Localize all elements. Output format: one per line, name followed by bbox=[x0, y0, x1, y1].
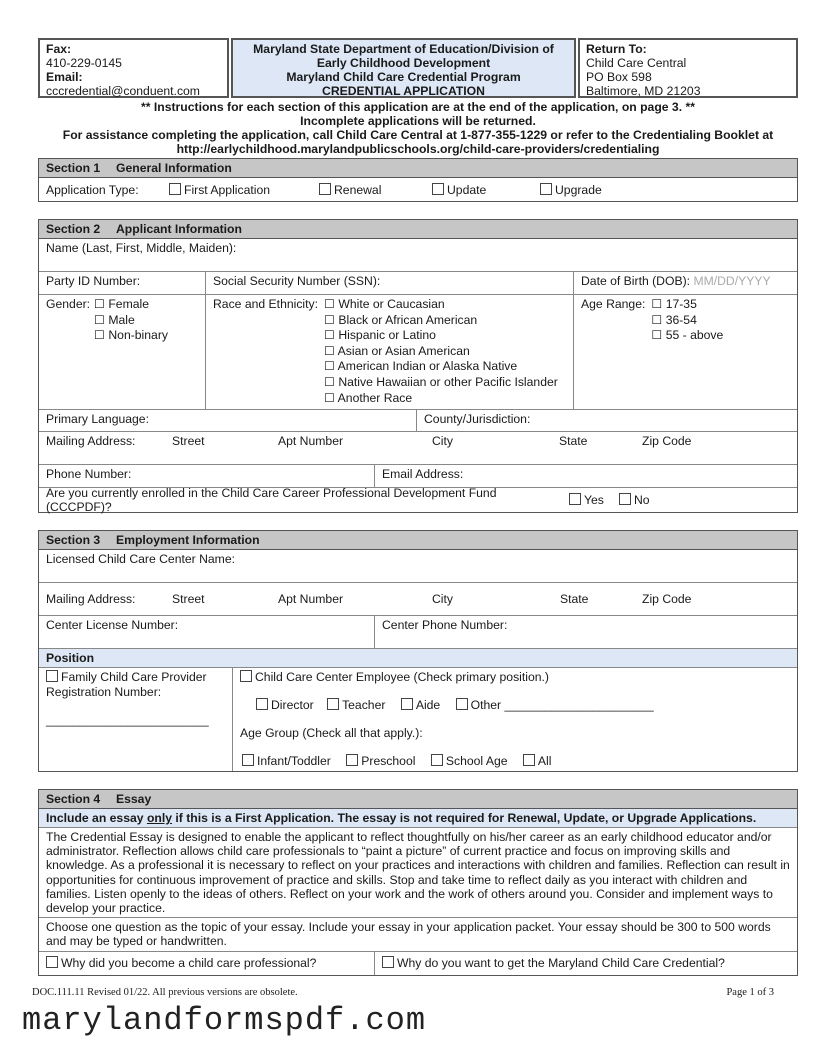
center-name-field[interactable] bbox=[39, 550, 797, 583]
title-line: CREDENTIAL APPLICATION bbox=[322, 84, 485, 98]
essay-question-2[interactable] bbox=[375, 952, 732, 975]
essay-instruction bbox=[39, 809, 797, 828]
essay-description: The Credential Essay is designed to enable the applicant to reflect thoughtfully on his/her career as an early childhood educator and/or administrator. Reflection allows child care professionals to “paint a picture” of current practice and focus on improving skills and knowledge. As a professional it is necessary to reflect on your practices and interactions with children and families. Reflection can result in opportunities for continuous improvement of practice and skills. Stop and take time to reflect daily as you interact with children and families. Listen openly to the ideas of others. Reflect on your work and the work of others around you. Consider and implement ways to develop your practice. bbox=[39, 828, 797, 918]
essay-choose-instruction: Choose one question as the topic of your essay. Include your essay in your application packet. Your essay should be 300 to 500 words and may be typed or handwritten. bbox=[39, 918, 797, 951]
form-header bbox=[38, 38, 798, 98]
option-label: Black or African American bbox=[338, 312, 478, 327]
option-label: School Age bbox=[445, 754, 508, 768]
section-2 bbox=[38, 219, 798, 513]
option-label: Family Child Care Provider bbox=[61, 670, 207, 684]
email-address: cccredential@conduent.com bbox=[46, 84, 200, 98]
return-line: Baltimore, MD 21203 bbox=[586, 84, 701, 98]
option-renewal[interactable] bbox=[319, 183, 432, 197]
age-option[interactable]: ☐ 36-54 bbox=[651, 312, 697, 327]
section-header bbox=[39, 220, 797, 239]
primary-language-field[interactable] bbox=[39, 410, 417, 431]
zip-label: Zip Code bbox=[642, 434, 692, 448]
option-label: Teacher bbox=[342, 698, 386, 712]
option-label: Why do you want to get the Maryland Child Care Credential? bbox=[397, 955, 725, 970]
county-label: County/Jurisdiction: bbox=[424, 412, 531, 426]
race-option[interactable]: ☐ Native Hawaiian or other Pacific Islander bbox=[324, 374, 558, 389]
notice-line: Incomplete applications will be returned. bbox=[300, 114, 536, 128]
checkbox[interactable] bbox=[432, 183, 444, 195]
option-label: Native Hawaiian or other Pacific Islander bbox=[338, 374, 558, 389]
registration-number-field[interactable]: ________________________ bbox=[46, 713, 209, 727]
family-provider-option[interactable] bbox=[46, 670, 225, 685]
option-label: Other ______________________ bbox=[470, 698, 654, 712]
essay-questions-row bbox=[39, 952, 797, 975]
position-header: Position bbox=[39, 648, 797, 668]
family-provider-group bbox=[39, 668, 233, 771]
fax-label: Fax: bbox=[46, 42, 72, 56]
checkbox[interactable] bbox=[619, 493, 631, 505]
age-infant-toddler[interactable] bbox=[242, 754, 331, 768]
option-label: Preschool bbox=[361, 754, 416, 768]
checkbox[interactable] bbox=[169, 183, 181, 195]
position-aide[interactable] bbox=[401, 698, 440, 712]
race-label: Race and Ethnicity: bbox=[213, 297, 319, 311]
zip-label: Zip Code bbox=[642, 592, 692, 606]
race-option[interactable]: ☐ White or Caucasian bbox=[324, 297, 445, 311]
checkbox[interactable] bbox=[540, 183, 552, 195]
checkbox[interactable] bbox=[382, 956, 394, 968]
section-header bbox=[39, 790, 797, 809]
race-option[interactable]: ☐ Hispanic or Latino bbox=[324, 328, 436, 343]
county-field[interactable] bbox=[417, 410, 537, 431]
return-line: PO Box 598 bbox=[586, 70, 652, 84]
section-title: Essay bbox=[116, 792, 152, 806]
center-mailing-row[interactable] bbox=[39, 583, 797, 616]
race-option[interactable]: ☐ Another Race bbox=[324, 390, 413, 405]
option-update[interactable] bbox=[432, 183, 540, 197]
title-line: Early Childhood Development bbox=[316, 56, 491, 70]
cccpdf-question: Are you currently enrolled in the Child Care Career Professional Development Fund (CCCPDF)? bbox=[46, 486, 497, 514]
street-label: Street bbox=[172, 434, 205, 448]
option-label: Non-binary bbox=[108, 328, 168, 343]
option-label: 55 - above bbox=[665, 328, 724, 343]
race-option[interactable]: ☐ Black or African American bbox=[324, 312, 478, 327]
email-field-label: Email Address: bbox=[382, 467, 464, 481]
checkbox[interactable] bbox=[456, 698, 468, 710]
age-all[interactable] bbox=[523, 754, 552, 768]
gender-group bbox=[39, 295, 206, 409]
race-option[interactable]: ☐ American Indian or Alaska Native bbox=[324, 359, 518, 374]
cccpdf-row bbox=[39, 488, 797, 512]
email-label: Email: bbox=[46, 70, 83, 84]
option-label: Hispanic or Latino bbox=[338, 328, 436, 343]
application-type-row bbox=[39, 178, 797, 201]
option-label: White or Caucasian bbox=[338, 297, 445, 311]
license-row bbox=[39, 616, 797, 648]
city-label: City bbox=[432, 592, 453, 606]
option-label: Update bbox=[447, 182, 487, 197]
notice-line: ** Instructions for each section of this application are at the end of the application, on page 3. ** bbox=[141, 100, 695, 114]
age-preschool[interactable] bbox=[346, 754, 415, 768]
checkbox[interactable] bbox=[319, 183, 331, 195]
city-label: City bbox=[432, 434, 453, 448]
position-options bbox=[240, 698, 654, 713]
center-phone-label: Center Phone Number: bbox=[382, 618, 508, 632]
notice-line: For assistance completing the application, call Child Care Central at 1-877-355-1229 or refer to the Credentialing Booklet at bbox=[62, 128, 774, 142]
primary-language-label: Primary Language: bbox=[46, 412, 149, 426]
checkbox[interactable] bbox=[242, 754, 254, 766]
registration-label: Registration Number: bbox=[46, 685, 162, 699]
checkbox[interactable] bbox=[569, 493, 581, 505]
option-label: 36-54 bbox=[665, 312, 697, 327]
race-group bbox=[206, 295, 574, 409]
instruction-text: if this is a First Application. The essay is not required for Renewal, Update, or Upgrade Applications. bbox=[172, 811, 757, 825]
option-label: Director bbox=[271, 698, 314, 712]
section-number: Section 1 bbox=[46, 161, 101, 175]
return-label: Return To: bbox=[586, 42, 647, 56]
street-label: Street bbox=[172, 592, 205, 606]
gender-male[interactable]: ☐ Male bbox=[94, 312, 135, 327]
center-name-label: Licensed Child Care Center Name: bbox=[46, 552, 235, 566]
option-label: Aide bbox=[415, 698, 441, 712]
page-footer bbox=[32, 987, 774, 998]
option-label: Male bbox=[108, 312, 135, 327]
mailing-address-label: Mailing Address: bbox=[46, 592, 136, 606]
ssn-field[interactable] bbox=[206, 272, 574, 294]
title-line: Maryland Child Care Credential Program bbox=[286, 70, 521, 84]
dob-field[interactable] bbox=[574, 272, 778, 294]
checkbox[interactable] bbox=[523, 754, 535, 766]
section-title: General Information bbox=[116, 161, 232, 175]
checkbox[interactable] bbox=[256, 698, 268, 710]
id-row bbox=[39, 272, 797, 295]
state-label: State bbox=[559, 434, 588, 448]
center-phone-field[interactable] bbox=[375, 616, 514, 648]
checkbox[interactable] bbox=[46, 956, 58, 968]
option-label: Asian or Asian American bbox=[337, 343, 470, 358]
option-label: All bbox=[537, 754, 552, 768]
fax-number: 410-229-0145 bbox=[46, 56, 122, 70]
position-teacher[interactable] bbox=[327, 698, 385, 712]
age-group-options bbox=[240, 754, 654, 769]
age-option[interactable]: ☐ 17-35 bbox=[651, 297, 697, 311]
form-title-box bbox=[231, 38, 576, 98]
age-range-label: Age Range: bbox=[581, 297, 646, 311]
title-line: Maryland State Department of Education/Division of bbox=[253, 42, 554, 56]
section-number: Section 3 bbox=[46, 533, 101, 547]
checkbox[interactable] bbox=[401, 698, 413, 710]
checkbox[interactable] bbox=[346, 754, 358, 766]
option-label: Female bbox=[108, 297, 149, 311]
option-upgrade[interactable] bbox=[540, 183, 602, 197]
mailing-address-label: Mailing Address: bbox=[46, 434, 136, 448]
section-4 bbox=[38, 789, 798, 976]
return-line: Child Care Central bbox=[586, 56, 687, 70]
option-label: 17-35 bbox=[665, 297, 697, 311]
watermark: marylandformspdf.com bbox=[22, 1002, 427, 1039]
gender-label: Gender: bbox=[46, 297, 91, 311]
age-range-group bbox=[574, 295, 730, 409]
language-row bbox=[39, 410, 797, 432]
application-type-label: Application Type: bbox=[46, 182, 139, 197]
gender-female[interactable]: ☐ Female bbox=[94, 297, 149, 311]
credential-form bbox=[38, 38, 798, 976]
option-label: Yes bbox=[584, 493, 604, 507]
name-field[interactable] bbox=[39, 239, 797, 272]
option-label: Another Race bbox=[337, 390, 413, 405]
option-label: First Application bbox=[184, 182, 271, 197]
mailing-address-row[interactable] bbox=[39, 432, 797, 465]
age-option[interactable]: ☐ 55 - above bbox=[651, 328, 724, 343]
option-label: No bbox=[634, 493, 650, 507]
dob-label: Date of Birth (DOB): bbox=[581, 274, 691, 288]
age-group-label: Age Group (Check all that apply.): bbox=[240, 726, 423, 740]
state-label: State bbox=[560, 592, 589, 606]
essay-question-1[interactable] bbox=[39, 952, 375, 975]
option-label: Renewal bbox=[334, 182, 382, 197]
section-title: Applicant Information bbox=[116, 222, 242, 236]
option-label: Child Care Center Employee (Check primary position.) bbox=[255, 670, 549, 684]
section-header bbox=[39, 159, 797, 178]
center-employee-group bbox=[233, 668, 661, 771]
section-3 bbox=[38, 530, 798, 772]
race-option[interactable]: ☐ Asian or Asian American bbox=[324, 343, 470, 358]
apt-label: Apt Number bbox=[278, 592, 344, 606]
option-label: American Indian or Alaska Native bbox=[337, 359, 518, 374]
instruction-text: Include an essay bbox=[46, 811, 147, 825]
option-first-application[interactable] bbox=[169, 183, 319, 197]
option-label: Infant/Toddler bbox=[257, 754, 331, 768]
checkbox[interactable] bbox=[46, 670, 58, 682]
fax-email-box bbox=[38, 38, 229, 98]
checkbox[interactable] bbox=[240, 670, 252, 682]
section-number: Section 2 bbox=[46, 222, 101, 236]
cccpdf-no[interactable] bbox=[619, 493, 650, 507]
phone-label: Phone Number: bbox=[46, 467, 132, 481]
checkbox[interactable] bbox=[431, 754, 443, 766]
license-field[interactable] bbox=[39, 616, 375, 648]
name-label: Name (Last, First, Middle, Maiden): bbox=[46, 241, 237, 255]
section-title: Employment Information bbox=[116, 533, 260, 547]
party-id-label: Party ID Number: bbox=[46, 274, 141, 288]
age-school-age[interactable] bbox=[431, 754, 508, 768]
position-director[interactable] bbox=[256, 698, 314, 712]
document-revision: DOC.111.11 Revised 01/22. All previous versions are obsolete. bbox=[32, 987, 298, 998]
section-number: Section 4 bbox=[46, 792, 101, 806]
position-other[interactable] bbox=[456, 698, 654, 712]
party-id-field[interactable] bbox=[39, 272, 206, 294]
section-header bbox=[39, 531, 797, 550]
instructions-notice bbox=[38, 100, 798, 156]
dob-placeholder: MM/DD/YYYY bbox=[693, 274, 771, 288]
license-label: Center License Number: bbox=[46, 618, 179, 632]
option-label: Upgrade bbox=[555, 182, 602, 197]
apt-label: Apt Number bbox=[278, 434, 344, 448]
section-1 bbox=[38, 158, 798, 202]
instruction-emphasis: only bbox=[146, 811, 172, 825]
center-employee-option[interactable] bbox=[240, 670, 654, 685]
option-label: Why did you become a child care professional? bbox=[61, 955, 317, 970]
page-number: Page 1 of 3 bbox=[726, 987, 774, 998]
demographics-row bbox=[39, 295, 797, 410]
position-row bbox=[39, 668, 797, 771]
notice-link[interactable]: http://earlychildhood.marylandpublicschools.org/child-care-providers/credentialing bbox=[176, 142, 660, 156]
ssn-label: Social Security Number (SSN): bbox=[213, 274, 381, 288]
return-to-box bbox=[578, 38, 798, 98]
checkbox[interactable] bbox=[327, 698, 339, 710]
gender-nonbinary[interactable]: ☐ Non-binary bbox=[94, 328, 168, 343]
cccpdf-yes[interactable] bbox=[569, 493, 619, 507]
